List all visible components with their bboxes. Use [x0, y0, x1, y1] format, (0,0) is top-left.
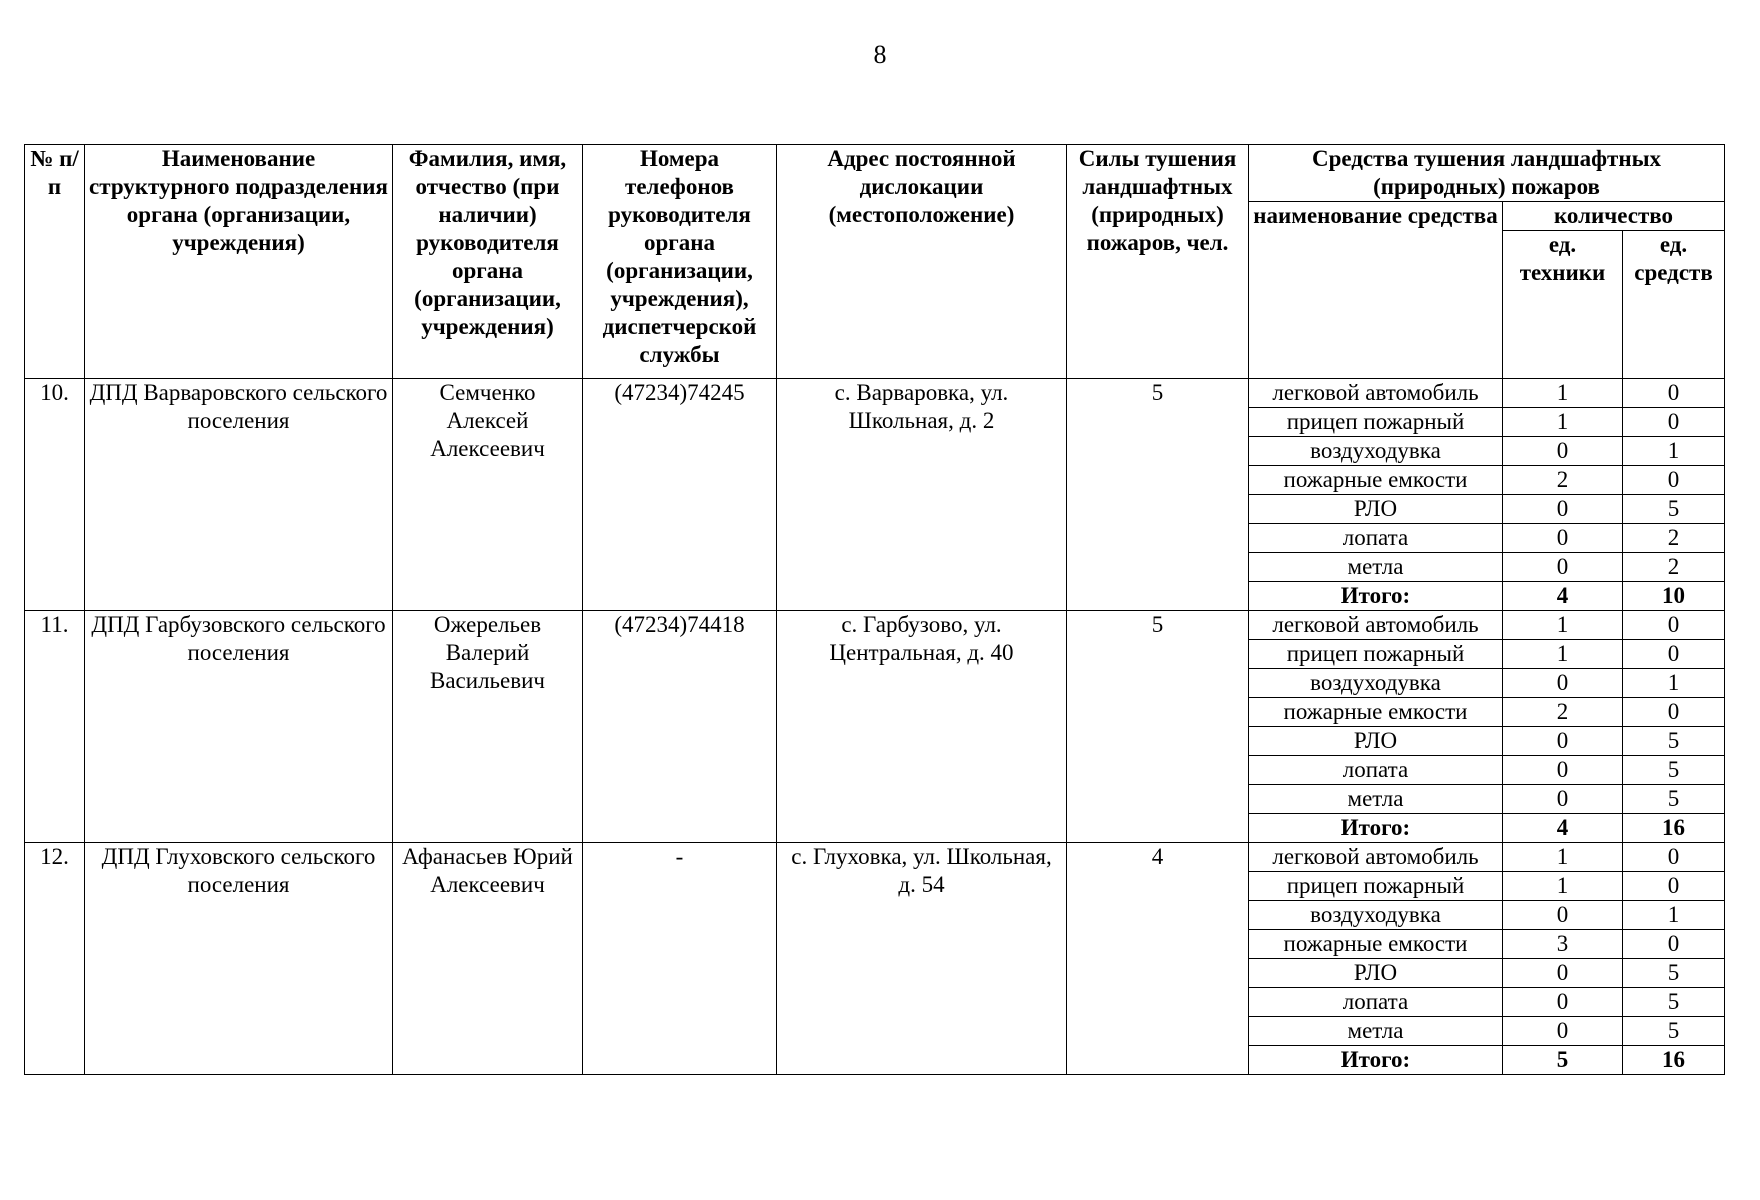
units-means-cell: 5 [1623, 756, 1725, 785]
units-means-cell: 16 [1623, 814, 1725, 843]
units-tech-cell: 0 [1503, 785, 1623, 814]
means-name-cell: метла [1249, 785, 1503, 814]
address-cell: с. Варваровка, ул. Школьная, д. 2 [777, 379, 1067, 611]
address-cell: с. Глуховка, ул. Школьная, д. 54 [777, 843, 1067, 1075]
units-means-cell: 10 [1623, 582, 1725, 611]
header-phones: Номера телефонов руководителя органа (организации, учреждения), диспетчерской службы [583, 145, 777, 379]
units-tech-cell: 0 [1503, 553, 1623, 582]
units-tech-cell: 0 [1503, 524, 1623, 553]
phone-cell: (47234)74245 [583, 379, 777, 611]
units-tech-cell: 2 [1503, 466, 1623, 495]
units-tech-cell: 1 [1503, 872, 1623, 901]
units-tech-cell: 0 [1503, 988, 1623, 1017]
units-means-cell: 0 [1623, 872, 1725, 901]
means-name-cell: прицеп пожарный [1249, 872, 1503, 901]
means-name-cell: пожарные емкости [1249, 466, 1503, 495]
row-number: 12. [25, 843, 85, 1075]
table-row [25, 843, 1725, 872]
units-tech-cell: 1 [1503, 640, 1623, 669]
units-tech-cell: 1 [1503, 408, 1623, 437]
phone-cell: (47234)74418 [583, 611, 777, 843]
units-tech-cell: 4 [1503, 814, 1623, 843]
units-tech-cell: 0 [1503, 727, 1623, 756]
units-means-cell: 0 [1623, 379, 1725, 408]
means-name-cell: лопата [1249, 988, 1503, 1017]
unit-name-cell: ДПД Варваровского сельского поселения [85, 379, 393, 611]
header-units-means: ед. средств [1623, 231, 1725, 379]
table-row [25, 611, 1725, 640]
means-name-cell: воздуходувка [1249, 901, 1503, 930]
units-means-cell: 1 [1623, 669, 1725, 698]
address-cell: с. Гарбузово, ул. Центральная, д. 40 [777, 611, 1067, 843]
means-name-cell: легковой автомобиль [1249, 379, 1503, 408]
unit-name-cell: ДПД Гарбузовского сельского поселения [85, 611, 393, 843]
forces-cell: 4 [1067, 843, 1249, 1075]
units-tech-cell: 4 [1503, 582, 1623, 611]
units-means-cell: 0 [1623, 408, 1725, 437]
units-tech-cell: 1 [1503, 843, 1623, 872]
means-name-cell: лопата [1249, 756, 1503, 785]
units-means-cell: 5 [1623, 1017, 1725, 1046]
units-means-cell: 0 [1623, 930, 1725, 959]
units-tech-cell: 0 [1503, 437, 1623, 466]
units-means-cell: 5 [1623, 959, 1725, 988]
units-tech-cell: 0 [1503, 901, 1623, 930]
head-name-cell: Семченко Алексей Алексеевич [393, 379, 583, 611]
means-name-cell: пожарные емкости [1249, 930, 1503, 959]
means-name-cell: пожарные емкости [1249, 698, 1503, 727]
units-means-cell: 2 [1623, 524, 1725, 553]
header-head-name: Фамилия, имя, отчество (при наличии) руководителя органа (организации, учреждения) [393, 145, 583, 379]
units-means-cell: 1 [1623, 901, 1725, 930]
units-means-cell: 5 [1623, 727, 1725, 756]
unit-name-cell: ДПД Глуховского сельского поселения [85, 843, 393, 1075]
units-tech-cell: 0 [1503, 495, 1623, 524]
row-number: 11. [25, 611, 85, 843]
units-means-cell: 0 [1623, 698, 1725, 727]
units-tech-cell: 1 [1503, 379, 1623, 408]
units-tech-cell: 0 [1503, 669, 1623, 698]
forces-cell: 5 [1067, 379, 1249, 611]
units-tech-cell: 3 [1503, 930, 1623, 959]
units-means-cell: 0 [1623, 466, 1725, 495]
means-name-cell: Итого: [1249, 582, 1503, 611]
units-means-cell: 1 [1623, 437, 1725, 466]
units-tech-cell: 1 [1503, 611, 1623, 640]
means-name-cell: легковой автомобиль [1249, 843, 1503, 872]
means-name-cell: прицеп пожарный [1249, 640, 1503, 669]
units-means-cell: 5 [1623, 495, 1725, 524]
means-name-cell: РЛО [1249, 959, 1503, 988]
units-means-cell: 0 [1623, 611, 1725, 640]
units-means-cell: 2 [1623, 553, 1725, 582]
means-name-cell: метла [1249, 553, 1503, 582]
header-means-group: Средства тушения ландшафтных (природных) пожаров [1249, 145, 1725, 202]
head-name-cell: Афанасьев Юрий Алексеевич [393, 843, 583, 1075]
units-tech-cell: 0 [1503, 959, 1623, 988]
table-body [25, 379, 1725, 1075]
means-name-cell: метла [1249, 1017, 1503, 1046]
units-means-cell: 0 [1623, 843, 1725, 872]
head-name-cell: Ожерельев Валерий Васильевич [393, 611, 583, 843]
units-means-cell: 16 [1623, 1046, 1725, 1075]
header-units-tech: ед. техники [1503, 231, 1623, 379]
forces-cell: 5 [1067, 611, 1249, 843]
header-num: № п/п [25, 145, 85, 379]
fire-means-table [24, 144, 1725, 1075]
row-number: 10. [25, 379, 85, 611]
header-quantity: количество [1503, 202, 1725, 231]
means-name-cell: Итого: [1249, 814, 1503, 843]
units-tech-cell: 2 [1503, 698, 1623, 727]
header-address: Адрес постоянной дислокации (местоположение) [777, 145, 1067, 379]
means-name-cell: Итого: [1249, 1046, 1503, 1075]
means-name-cell: лопата [1249, 524, 1503, 553]
phone-cell: - [583, 843, 777, 1075]
units-means-cell: 0 [1623, 640, 1725, 669]
means-name-cell: прицеп пожарный [1249, 408, 1503, 437]
units-means-cell: 5 [1623, 785, 1725, 814]
table-row [25, 379, 1725, 408]
means-name-cell: РЛО [1249, 727, 1503, 756]
header-forces: Силы тушения ландшафтных (природных) пожаров, чел. [1067, 145, 1249, 379]
means-name-cell: легковой автомобиль [1249, 611, 1503, 640]
means-name-cell: воздуходувка [1249, 669, 1503, 698]
table-header [25, 145, 1725, 379]
header-means-name: наименование средства [1249, 202, 1503, 379]
page-number: 8 [873, 40, 887, 69]
means-name-cell: воздуходувка [1249, 437, 1503, 466]
units-tech-cell: 0 [1503, 1017, 1623, 1046]
means-name-cell: РЛО [1249, 495, 1503, 524]
units-tech-cell: 5 [1503, 1046, 1623, 1075]
units-tech-cell: 0 [1503, 756, 1623, 785]
header-unit-name: Наименование структурного подразделения органа (организации, учреждения) [85, 145, 393, 379]
units-means-cell: 5 [1623, 988, 1725, 1017]
